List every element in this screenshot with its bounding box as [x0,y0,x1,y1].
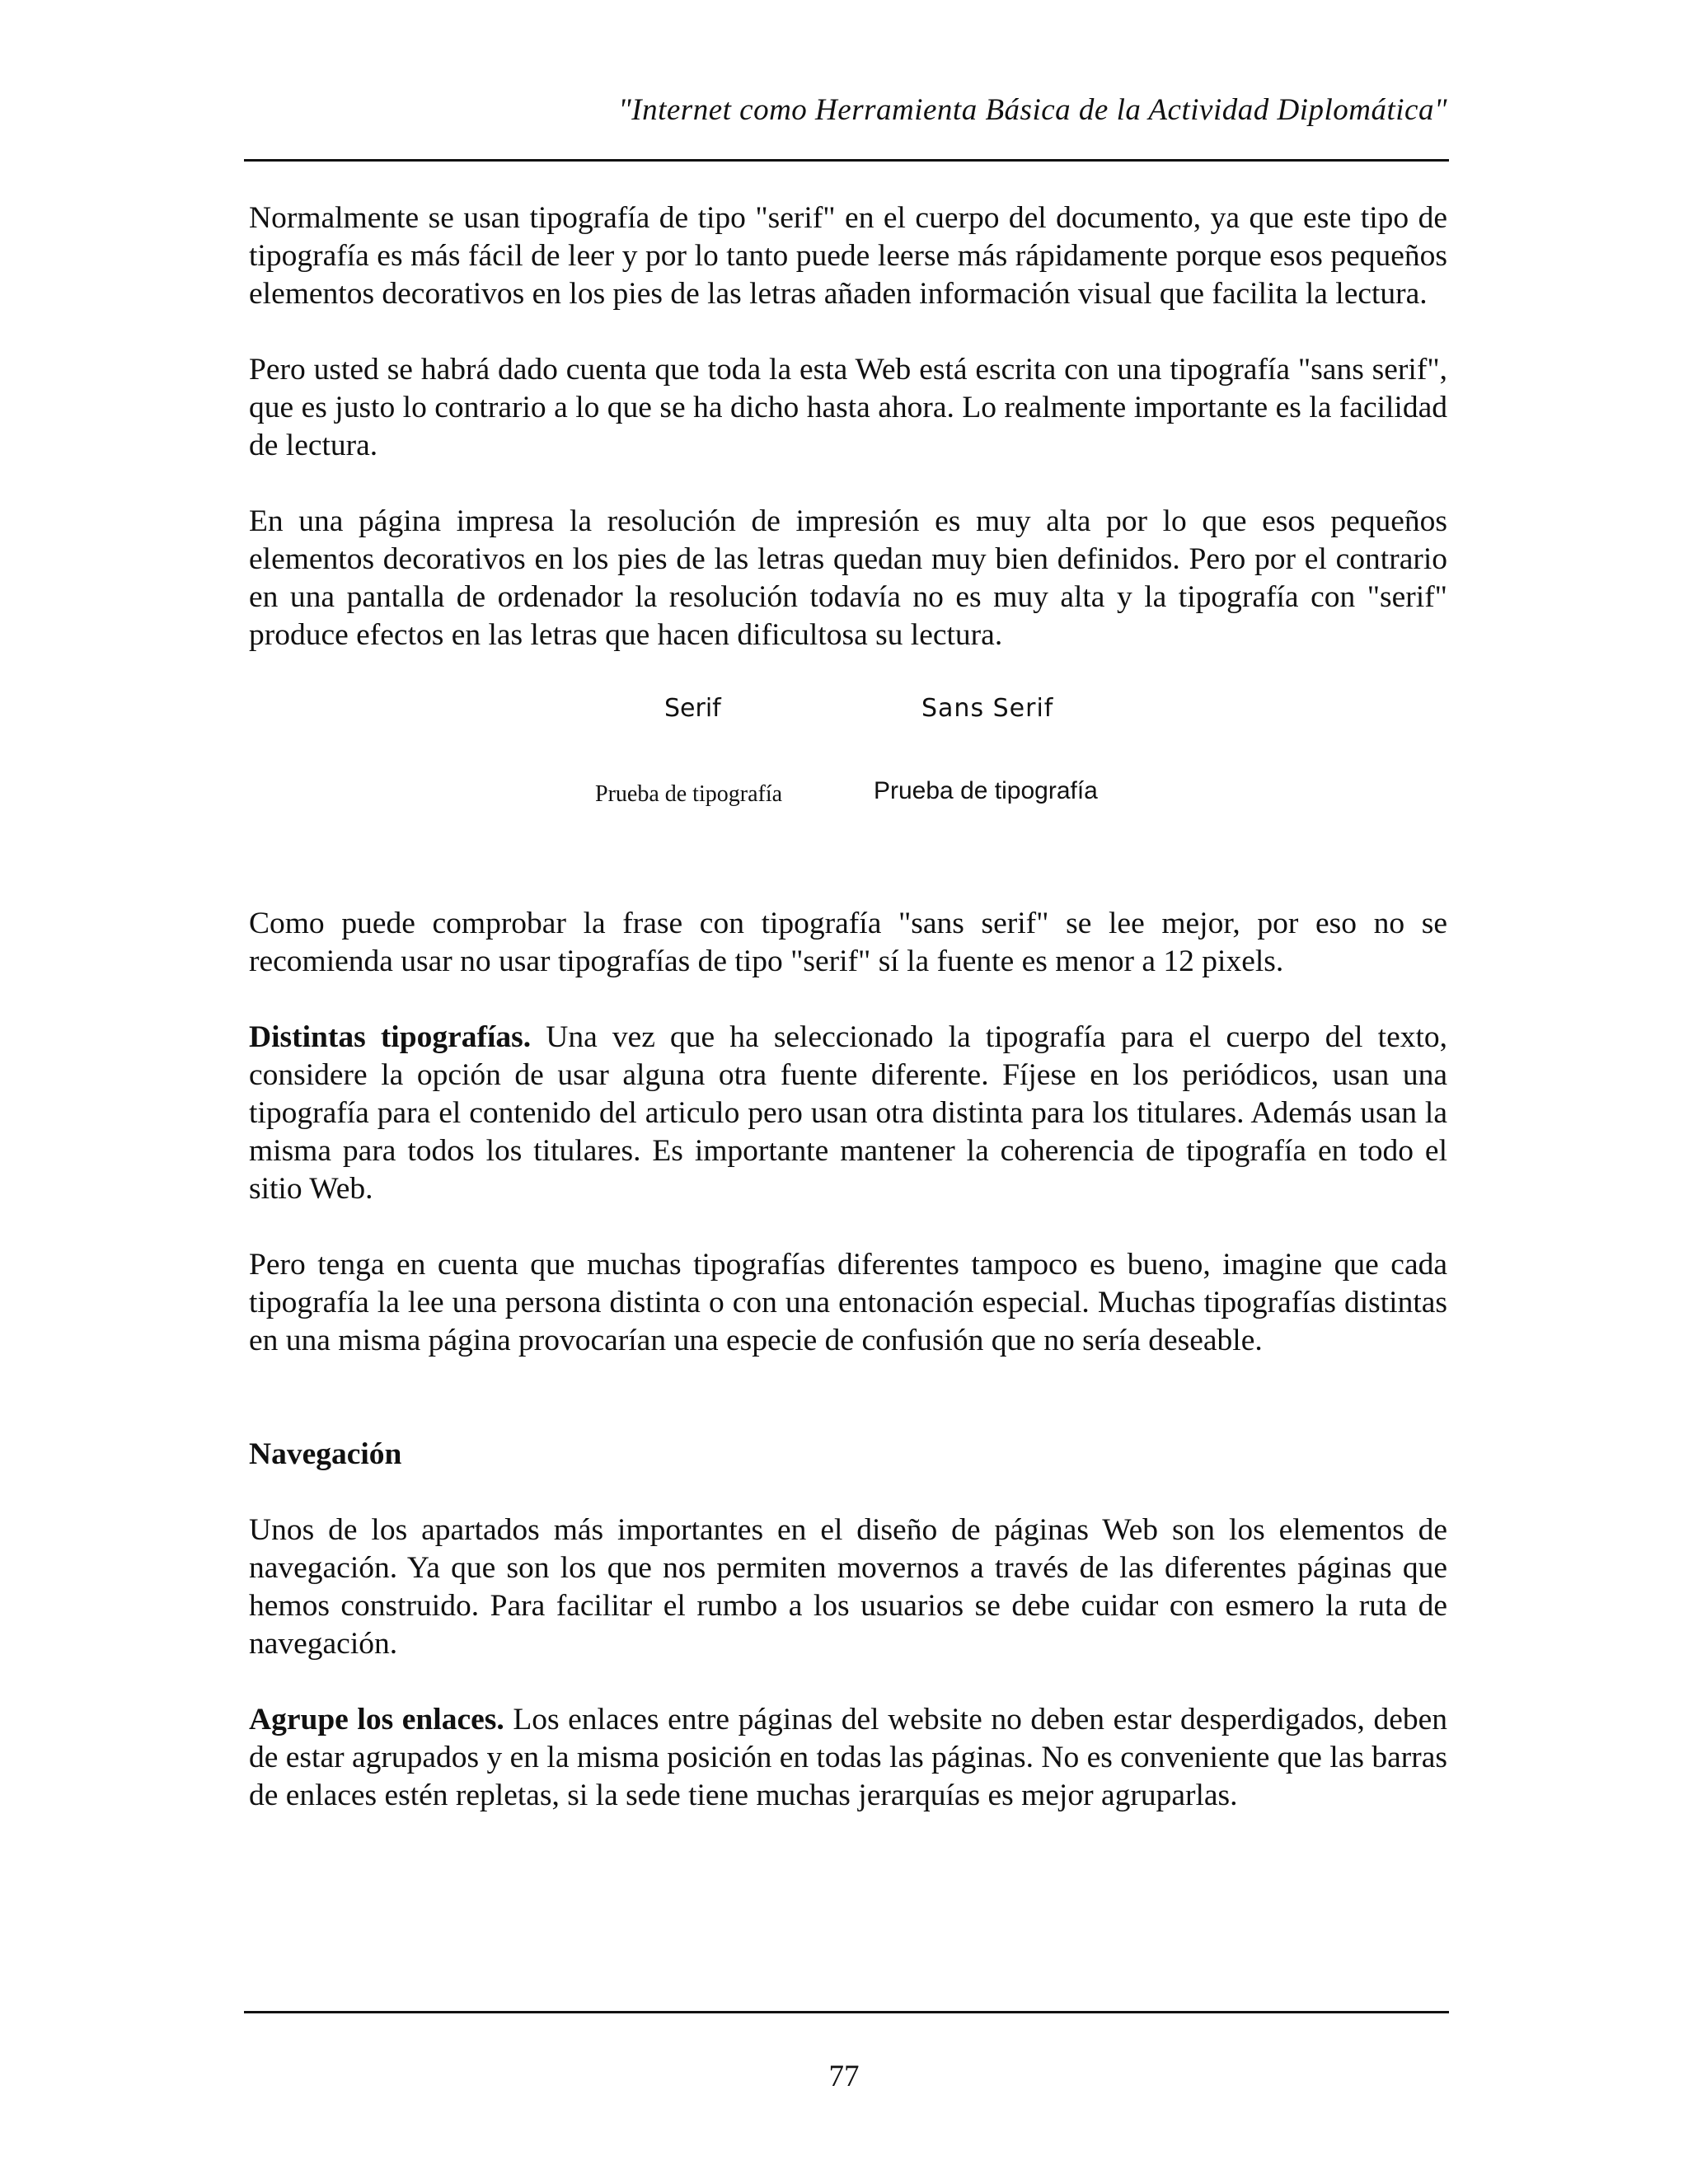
page-body [249,199,1447,1853]
header-rule [244,159,1449,162]
serif-label: Serif [664,694,721,723]
paragraph-sans-serif-web: Pero usted se habrá dado cuenta que toda la esta Web está escrita con una tipografía "sans serif", que es justo lo contrario a lo que se ha dicho hasta ahora. Lo realmente importante es la facilidad de lectura. [249,353,1447,462]
paragraph-navigation: Unos de los apartados más importantes en el diseño de páginas Web son los elementos de navegación. Ya que son los que nos permiten movernos a través de las diferentes páginas que hemos construido. Para facilitar el rumbo a los usuarios se debe cuidar con esmero la ruta de navegación. [249,1513,1447,1661]
serif-specimen: Prueba de tipografía [595,781,783,807]
lead-distinct-typefaces: Distintas tipografías. [249,1020,532,1054]
paragraph-group-links [249,1701,1447,1815]
paragraph-many-typefaces: Pero tenga en cuenta que muchas tipografías diferentes tampoco es bueno, imagine que cada tipografía la lee una persona distinta o con una entonación especial. Muchas tipografías distintas en una misma página provocarían una especie de confusión que no sería deseable. [249,1248,1447,1357]
footer-rule [244,2011,1449,2013]
paragraph-comparison: Como puede comprobar la frase con tipografía "sans serif" se lee mejor, por eso no se recomienda usar no usar tipografías de tipo "serif" sí la fuente es menor a 12 pixels. [249,907,1447,978]
typography-samples [249,692,1447,867]
lead-group-links: Agrupe los enlaces. [249,1703,504,1736]
text-group-links: Los enlaces entre páginas del website no deben estar desperdigados, deben de estar agrupados y en la misma posición en todas las páginas. No es conveniente que las barras de enlaces estén repletas, si la sede tiene muchas jerarquías es mejor agruparlas. [249,1703,1447,1812]
section-heading-navigation: Navegación [249,1437,402,1471]
sans-serif-specimen: Prueba de tipografía [874,777,1098,804]
text-distinct-typefaces: Una vez que ha seleccionado la tipografía para el cuerpo del texto, considere la opción de usar alguna otra fuente diferente. Fíjese en los periódicos, usan una tipografía para el contenido del articulo pero usan otra distinta para los titulares. Además usan la misma para todos los titulares. Es importante mantener la coherencia de tipografía en todo el sitio Web. [249,1020,1448,1206]
paragraph-distinct-typefaces [249,1019,1447,1208]
paragraph-serif-usage: Normalmente se usan tipografía de tipo "serif" en el cuerpo del documento, ya que este tipo de tipografía es más fácil de leer y por lo tanto puede leerse más rápidamente porque esos pequeños elementos decorativos en los pies de las letras añaden información visual que facilita la lectura. [249,201,1447,311]
sans-serif-label: Sans Serif [921,694,1054,723]
paragraph-resolution: En una página impresa la resolución de impresión es muy alta por lo que esos pequeños elementos decorativos en los pies de las letras quedan muy bien definidos. Pero por el contrario en una pantalla de ordenador la resolución todavía no es muy alta y la tipografía con "serif" produce efectos en las letras que hacen dificultosa su lectura. [249,504,1447,652]
running-header: "Internet como Herramienta Básica de la Actividad Diplomática" [618,93,1447,127]
page-number: 77 [828,2060,860,2093]
